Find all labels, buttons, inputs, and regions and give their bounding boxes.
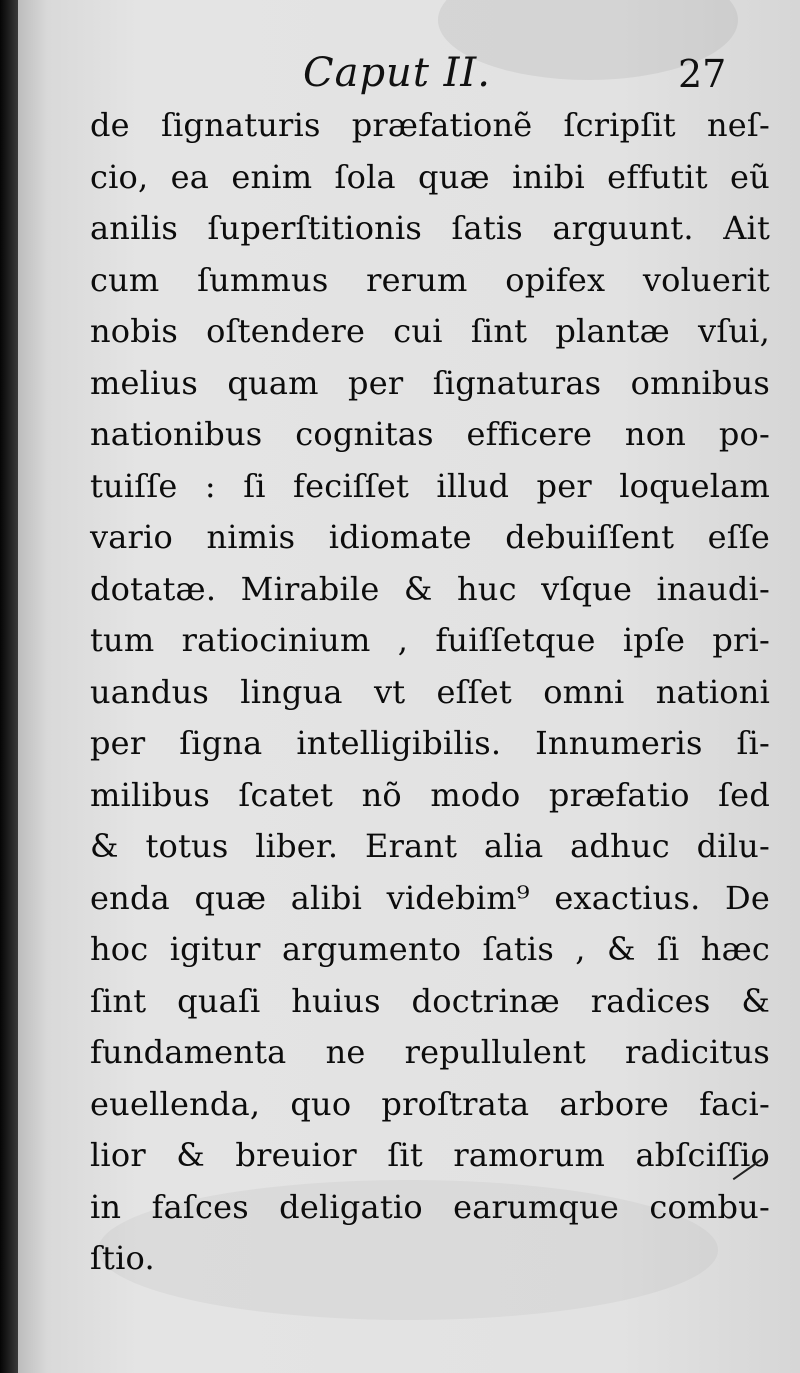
text-line: fundamenta ne repullulent radicitus bbox=[90, 1033, 770, 1071]
text-line: ſint quaſi huius doctrinæ radices & bbox=[90, 981, 770, 1020]
text-line: euellenda, quo proſtrata arbore faci- bbox=[90, 1084, 770, 1123]
text-line: tum ratiocinium , fuiſſetque ipſe pri- bbox=[90, 621, 770, 659]
text-line: dotatæ. Mirabile & huc vſque inaudi- bbox=[90, 569, 770, 608]
text-line: milibus ſcatet nõ modo præfatio ſed bbox=[90, 775, 770, 814]
running-head: Caput II. bbox=[303, 50, 491, 96]
text-line: cio, ea enim ſola quæ inibi effutit eũ bbox=[90, 157, 770, 196]
text-line: anilis ſuperſtitionis ſatis arguunt. Ait bbox=[90, 209, 770, 247]
text-line: nobis oſtendere cui ſint plantæ vſui, bbox=[90, 312, 770, 350]
text-line: tuiſſe : ſi feciſſet illud per loquelam bbox=[90, 466, 770, 505]
text-line: uandus lingua vt eſſet omni nationi bbox=[90, 672, 770, 711]
text-line: & totus liber. Erant alia adhuc dilu- bbox=[90, 827, 770, 865]
page-number: 27 bbox=[678, 52, 727, 96]
text-line: hoc igitur argumento ſatis , & ſi hæc bbox=[90, 930, 770, 968]
book-spine bbox=[0, 0, 18, 1373]
text-line: nationibus cognitas efficere non po- bbox=[90, 415, 770, 453]
text-line: vario nimis idiomate debuiſſent eſſe bbox=[90, 518, 770, 556]
text-line: per ſigna intelligibilis. Innumeris ſi- bbox=[90, 724, 770, 762]
page-header bbox=[18, 40, 800, 100]
text-line: de ſignaturis præfationẽ ſcripſit neſ- bbox=[90, 106, 770, 144]
text-line: enda quæ alibi videbim⁹ exactius. De bbox=[90, 878, 770, 917]
text-line: lior & breuior ſit ramorum abſciſſio bbox=[90, 1136, 770, 1174]
text-line: melius quam per ſignaturas omnibus bbox=[90, 363, 770, 402]
book-page bbox=[18, 0, 800, 1373]
text-line: in faſces deligatio earumque combu- bbox=[90, 1187, 770, 1226]
text-line: cum ſummus rerum opifex voluerit bbox=[90, 260, 770, 299]
text-line: ſtio. bbox=[90, 1239, 155, 1277]
body-text bbox=[90, 100, 770, 1285]
